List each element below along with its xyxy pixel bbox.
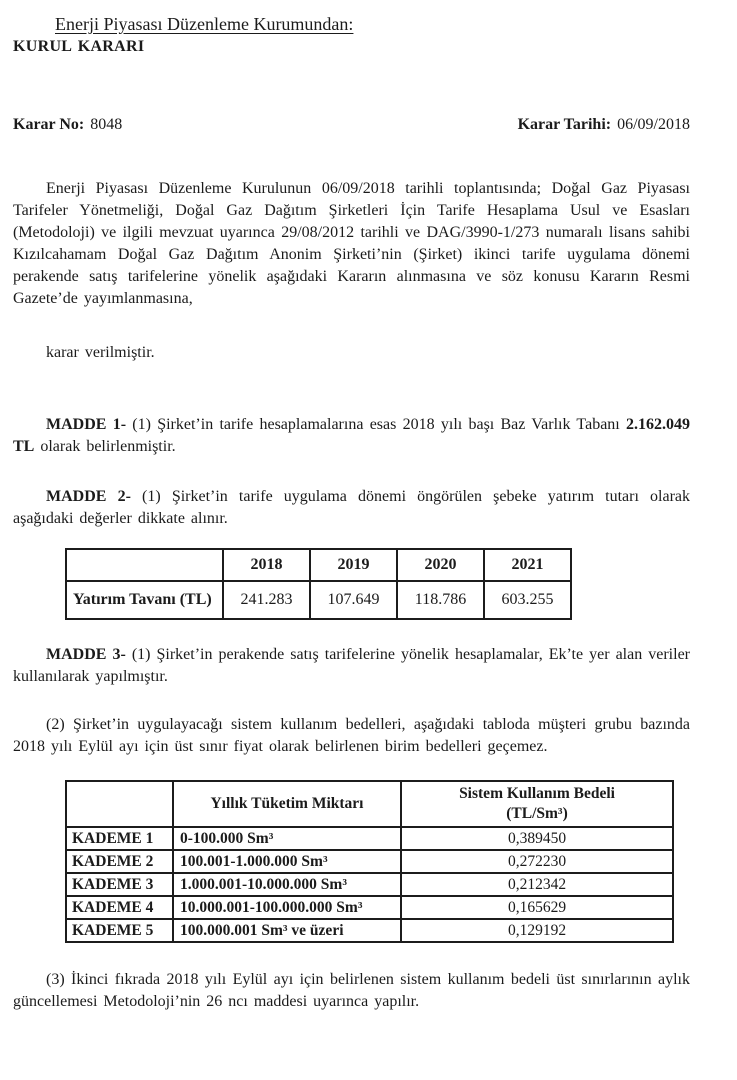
decision-clause: karar verilmiştir. [46,344,155,361]
range-cell: 1.000.001-10.000.000 Sm³ [173,873,401,896]
article-1-text: (1) Şirket’in tarife hesaplamalarına esas 2018 yılı başı Baz Varlık Tabanı [126,416,627,433]
investment-row-label: Yatırım Tavanı (TL) [66,581,223,619]
issuing-authority-line: Enerji Piyasası Düzenleme Kurumundan: [55,14,354,34]
decision-date-label: Karar Tarihi: [517,116,612,133]
investment-table-row [66,581,571,619]
system-usage-fee-table [65,780,674,943]
fee-header-line1: Sistem Kullanım Bedeli [459,785,615,802]
fee-cell: 0,165629 [401,896,673,919]
decision-date [518,114,690,136]
range-cell: 100.000.001 Sm³ ve üzeri [173,919,401,942]
investment-value-cell: 107.649 [310,581,397,619]
decision-number-value: 8048 [90,116,123,133]
consumption-header-cell: Yıllık Tüketim Miktarı [173,781,401,827]
article-1-label: MADDE 1- [46,416,127,433]
article-3-clause-3: (3) İkinci fıkrada 2018 yılı Eylül ayı için belirlenen sistem kullanım bedeli üst sınırlarının aylık güncellemesi Metodoloji’nin 26 ncı maddesi uyarınca yapılır. [13,971,690,1010]
fee-cell: 0,129192 [401,919,673,942]
year-header-cell: 2018 [223,549,310,581]
fee-header-cell [401,781,673,827]
year-header-cell: 2020 [397,549,484,581]
article-1-amount: 2.162.049 TL [13,416,691,455]
tariff-table-row [66,827,673,850]
fee-cell: 0,389450 [401,827,673,850]
article-3-clause-2: (2) Şirket’in uygulayacağı sistem kullanım bedelleri, aşağıdaki tabloda müşteri grubu bazında 2018 yılı Eylül ayı için üst sınır fiyat olarak belirlenen birim bedelleri geçemez. [13,716,690,755]
tier-cell: KADEME 5 [66,919,173,942]
investment-ceiling-table [65,548,572,620]
tier-cell: KADEME 1 [66,827,173,850]
year-header-cell: 2021 [484,549,571,581]
fee-cell: 0,212342 [401,873,673,896]
tier-cell: KADEME 3 [66,873,173,896]
tariff-table-row [66,919,673,942]
tariff-table-row [66,850,673,873]
fee-cell: 0,272230 [401,850,673,873]
article-2-paragraph [13,486,690,530]
article-1-paragraph [13,414,690,458]
investment-value-cell: 241.283 [223,581,310,619]
article-2-label: MADDE 2- [46,488,131,505]
tier-cell: KADEME 4 [66,896,173,919]
decision-number [13,114,122,136]
article-3-label: MADDE 3- [46,646,126,663]
fee-header-line2: (TL/Sm³) [506,805,568,822]
decision-title: KURUL KARARI [13,38,145,55]
investment-table-header-row [66,549,571,581]
article-2-text: (1) Şirket’in tarife uygulama dönemi öngörülen şebeke yatırım tutarı olarak aşağıdaki değerler dikkate alınır. [13,488,691,527]
investment-value-cell: 118.786 [397,581,484,619]
tariff-table-row [66,873,673,896]
article-3-paragraph [13,644,690,688]
tariff-table-row [66,896,673,919]
year-header-cell: 2019 [310,549,397,581]
article-3-text: (1) Şirket’in perakende satış tarifelerine yönelik hesaplamalar, Ek’te yer alan veriler kullanılarak yapılmıştır. [13,646,691,685]
decision-date-value: 06/09/2018 [617,116,690,133]
range-cell: 0-100.000 Sm³ [173,827,401,850]
empty-corner-cell [66,781,173,827]
intro-paragraph: Enerji Piyasası Düzenleme Kurulunun 06/09/2018 tarihli toplantısında; Doğal Gaz Piyasası Tarifeler Yönetmeliği, Doğal Gaz Dağıtım Şirketleri İçin Tarife Hesaplama Usul ve Esasları (Metodoloji) ve ilgili mevzuat uyarınca 29/08/2012 tarihli ve DAG/3990-1/273 numaralı lisans sahibi Kızılcahamam Doğal Gaz Dağıtım Anonim Şirketi’nin (Şirket) ikinci tarife uygulama dönemi perakende satış tarifelerine yönelik aşağıdaki Kararın alınmasına ve söz konusu Kararın Resmi Gazete’de yayımlanmasına, [13,180,690,307]
article-1-text-end: olarak belirlenmiştir. [34,438,176,455]
decision-number-label: Karar No: [13,116,85,133]
range-cell: 10.000.001-100.000.000 Sm³ [173,896,401,919]
range-cell: 100.001-1.000.000 Sm³ [173,850,401,873]
empty-corner-cell [66,549,223,581]
tier-cell: KADEME 2 [66,850,173,873]
tariff-table-header-row [66,781,673,827]
decision-meta-row [13,114,690,136]
investment-value-cell: 603.255 [484,581,571,619]
